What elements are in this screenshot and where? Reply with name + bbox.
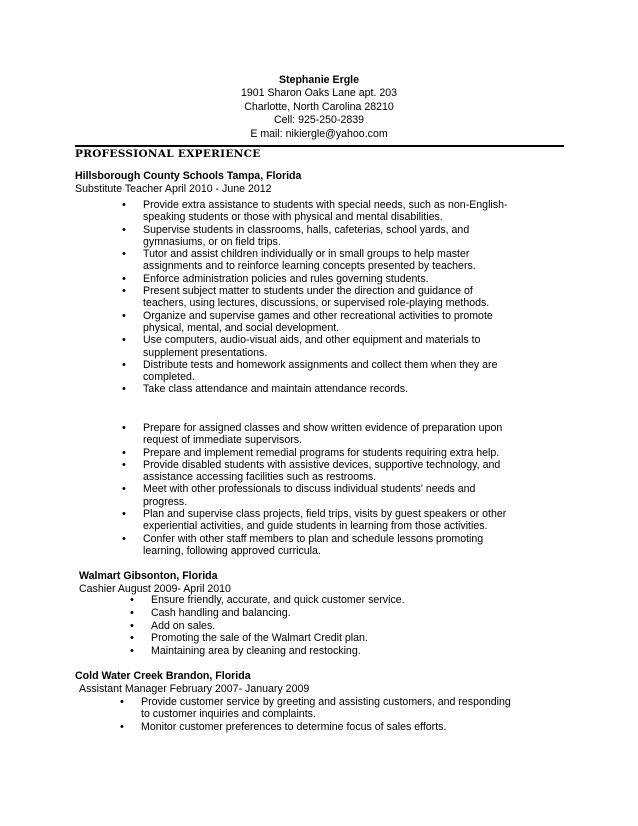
job-employer: Cold Water Creek Brandon, Florida [75,670,251,682]
list-item: • Provide disabled students with assistive devices, supportive technology, and assistance accessing facilities such as restrooms. [122,459,512,484]
list-item: • Provide extra assistance to students with special needs, such as non-English-speaking students or those with physical and mental disabilities. [122,199,512,224]
list-item: • Take class attendance and maintain attendance records. [122,383,512,395]
cell-phone: Cell: 925-250-2839 [273,114,365,127]
list-item: • Provide customer service by greeting and assisting customers, and responding to customer inquiries and complaints. [120,696,520,721]
job-role: Cashier August 2009- April 2010 [79,582,231,595]
job-cold-water-creek [75,670,309,695]
address-line-1: 1901 Sharon Oaks Lane apt. 203 [240,87,398,100]
job-role: Assistant Manager February 2007- January 2009 [79,682,310,695]
list-item: • Supervise students in classrooms, halls, cafeterias, school yards, and gymnasiums, or on field trips. [122,224,512,249]
job-duties-list [122,199,512,396]
address-line-2: Charlotte, North Carolina 28210 [244,100,394,113]
list-item: • Tutor and assist children individually or in small groups to help master assignments and to reinforce learning concepts presented by teachers. [122,248,512,273]
list-item: • Meet with other professionals to discuss individual students' needs and progress. [122,483,512,508]
section-title: PROFESSIONAL EXPERIENCE [75,148,261,160]
email-address: E mail: nikiergle@yahoo.com [250,127,388,140]
job-employer: Hillsborough County Schools Tampa, Florida [75,170,302,182]
list-item: • Organize and supervise games and other recreational activities to promote physical, mental, and social development. [122,310,512,335]
list-item: • Add on sales. [130,620,510,632]
list-item: • Plan and supervise class projects, field trips, visits by guest speakers or other experiential activities, and guide students in learning from those activities. [122,508,512,533]
list-item: • Use computers, audio-visual aids, and other equipment and materials to supplement presentations. [122,334,512,359]
list-item: • Cash handling and balancing. [130,607,510,619]
list-item: • Prepare and implement remedial programs for students requiring extra help. [122,447,512,459]
contact-header [0,74,638,141]
job-hillsborough [75,170,301,195]
list-item: • Promoting the sale of the Walmart Credit plan. [130,632,510,644]
list-item: • Confer with other staff members to plan and schedule lessons promoting learning, following approved curricula. [122,533,512,558]
list-item: • Enforce administration policies and rules governing students. [122,273,512,285]
section-divider [75,145,564,147]
candidate-name: Stephanie Ergle [278,74,360,86]
list-item: • Present subject matter to students under the direction and guidance of teachers, using lectures, discussions, or supervised role-playing methods. [122,285,512,310]
job-duties-list [120,696,520,733]
list-item: • Monitor customer preferences to determine focus of sales efforts. [120,721,520,733]
list-item: • Distribute tests and homework assignments and collect them when they are completed. [122,359,512,384]
job-role: Substitute Teacher April 2010 - June 2012 [75,182,272,195]
list-item: • Prepare for assigned classes and show written evidence of preparation upon request of immediate supervisors. [122,422,512,447]
job-employer: Walmart Gibsonton, Florida [79,570,218,582]
job-duties-list [122,422,512,557]
list-item: • Maintaining area by cleaning and restocking. [130,645,510,657]
list-item: • Ensure friendly, accurate, and quick customer service. [130,594,510,606]
job-duties-list [130,594,510,658]
job-walmart [79,570,231,595]
